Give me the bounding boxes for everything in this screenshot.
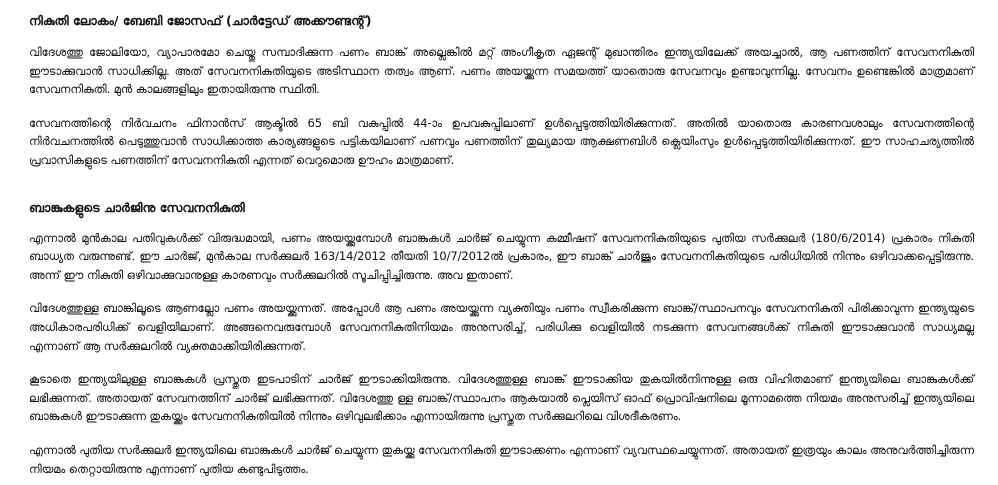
paragraph: കൂടാതെ ഇന്ത്യയിലുള്ള ബാങ്കുകള്‍ പ്രസ്തുത ഇടപാടിന് ചാര്‍ജ് ഈടാക്കിയിരുന്നു. വിദേശത്തുള്ള ബാങ്ക് ഈടാക്കിയ തുകയില്‍നിന്നുള്ള ഒരു വിഹിതമാണ് ഇന്ത്യയിലെ ബാങ്കുകള്‍ക്ക് ലഭിക്കുന്നത്. അതായത് സേവനത്തിന് ചാര്‍ജ് ലഭിക്കുന്നത്. വിദേശത്തു ള്ള ബാങ്ക്/സ്ഥാപനം ആകയാല്‍ പ്ലെയിസ് ഓഫ് പ്രൊവിഷനിലെ മൂന്നാമത്തെ നിയമം അനുസരിച്ച് ഇന്ത്യയിലെ ബാങ്കുകള്‍ ഈടാക്കുന്ന തുകയ്ക്കും സേവനനികുതിയില്‍ നിന്നും ഒഴിവുലഭിക്കാം എന്നായിരുന്നു പ്രസ്തുത സര്‍ക്കുലറിലെ വിശദീകരണം. [29,372,974,424]
paragraph: വിദേശത്തു ജോലിയോ, വ്യാപാരമോ ചെയ്തു സമ്പാദിക്കുന്ന പണം ബാങ്ക് അല്ലെങ്കില്‍ മറ്റ് അംഗീകൃത ഏജന്റ് മുഖാന്തിരം ഇന്ത്യയിലേക്ക് അയച്ചാല്‍, ആ പണത്തിന് സേവനനികുതി ഈടാക്കുവാന്‍ സാധിക്കില്ല. അത് സേവനനികുതിയുടെ അടിസ്ഥാന തത്വം ആണ്. പണം അയയ്ക്കുന്ന സമയത്ത് യാതൊരു സേവനവും ഉണ്ടാവുന്നില്ല. സേവനം ഉണ്ടെങ്കില്‍ മാത്രമാണ് സേവനനികുതി. മുന്‍ കാലങ്ങളിലും ഇതായിരുന്നു സ്ഥിതി. [29,45,974,97]
paragraph: വിദേശത്തുള്ള ബാങ്കിലൂടെ ആണല്ലോ പണം അയയ്ക്കുന്നത്. അപ്പോള്‍ ആ പണം അയയ്ക്കുന്ന വ്യക്തിയും പണം സ്വീകരിക്കുന്ന ബാങ്ക്/സ്ഥാപനവും സേവനനികുതി പിരിക്കാവുന്ന ഇന്ത്യയുടെ അധികാരപരിധിക്ക് വെളിയിലാണ്. അങ്ങനെവരുമ്പോള്‍ സേവനനികുതിനിയമം അനുസരിച്ച്, പരിധിക്കു വെളിയില്‍ നടക്കുന്ന സേവനങ്ങള്‍ക്ക് നികുതി ഈടാക്കുവാന്‍ സാധ്യമല്ല എന്നാണ് ആ സര്‍ക്കുലറില്‍ വ്യക്തമാക്കിയിരിക്കുന്നത്. [29,301,974,353]
article-title: നികുതി ലോകം/ ബേബി ജോസഫ് (ചാര്‍ട്ടേഡ് അക്കൗണ്ടന്റ്) [29,13,372,28]
article-body [29,12,974,478]
paragraph: എന്നാല്‍ പുതിയ സര്‍ക്കുലര്‍ ഇന്ത്യയിലെ ബാങ്കുകള്‍ ചാര്‍ജ് ചെയ്യുന്ന തുകയ്ക്കു സേവനനികുതി ഈടാക്കണം എന്നാണ് വ്യവസ്ഥചെയ്യുന്നത്. അതായത് ഇത്രയും കാലം അനുവര്‍ത്തിച്ചിരുന്ന നിയമം തെറ്റായിരുന്നു എന്നാണ് പുതിയ കണ്ടുപിടുത്തം. [29,442,974,476]
paragraph: സേവനത്തിന്റെ നിര്‍വചനം ഫിനാന്‍സ് ആക്ടില്‍ 65 ബി വകുപ്പില്‍ 44-ാം ഉപവകുപ്പിലാണ് ഉള്‍പ്പെടുത്തിയിരിക്കുന്നത്. അതില്‍ യാതൊരു കാരണവശാലും സേവനത്തിന്റെ നിര്‍വചനത്തില്‍ പെടുത്തുവാന്‍ സാധിക്കാത്ത കാര്യങ്ങളുടെ പട്ടികയിലാണ് പണവും പണത്തിന് തുല്യമായ ആക്ഷണബിള്‍ ക്ലെയിംസും ഉള്‍പ്പെടുത്തിയിരിക്കുന്നത്. ഈ സാഹചര്യത്തില്‍ പ്രവാസികളുടെ പണത്തിന് സേവനനികുതി എന്നത് വെറുമൊരു ഊഹം മാത്രമാണ്. [29,115,974,167]
paragraph: എന്നാല്‍ മുന്‍കാല പതിവുകള്‍ക്ക് വിരുദ്ധമായി, പണം അയയ്ക്കുമ്പോള്‍ ബാങ്കുകള്‍ ചാര്‍ജ് ചെയ്യുന്ന കമ്മീഷന് സേവനനികുതിയുടെ പുതിയ സര്‍ക്കുലര്‍ (180/6/2014) പ്രകാരം നികുതി ബാധ്യത വരുന്നുണ്ട്. ഈ ചാര്‍ജ്, മുന്‍കാല സര്‍ക്കുലര്‍ 163/14/2012 തീയതി 10/7/2012ല്‍ പ്രകാരം, ഈ ബാങ്ക് ചാര്‍ജും സേവനനികുതിയുടെ പരിധിയില്‍ നിന്നും ഒഴിവാക്കപ്പെട്ടിരുന്നു. അന്ന് ഈ നികുതി ഒഴിവാക്കുവാനുള്ള കാരണവും സര്‍ക്കുലറില്‍ സൂചിപ്പിച്ചിരുന്നു. അവ ഇതാണ്. [29,230,974,282]
section-heading: ബാങ്കുകളുടെ ചാര്‍ജിനു സേവനനികുതി [29,199,245,215]
